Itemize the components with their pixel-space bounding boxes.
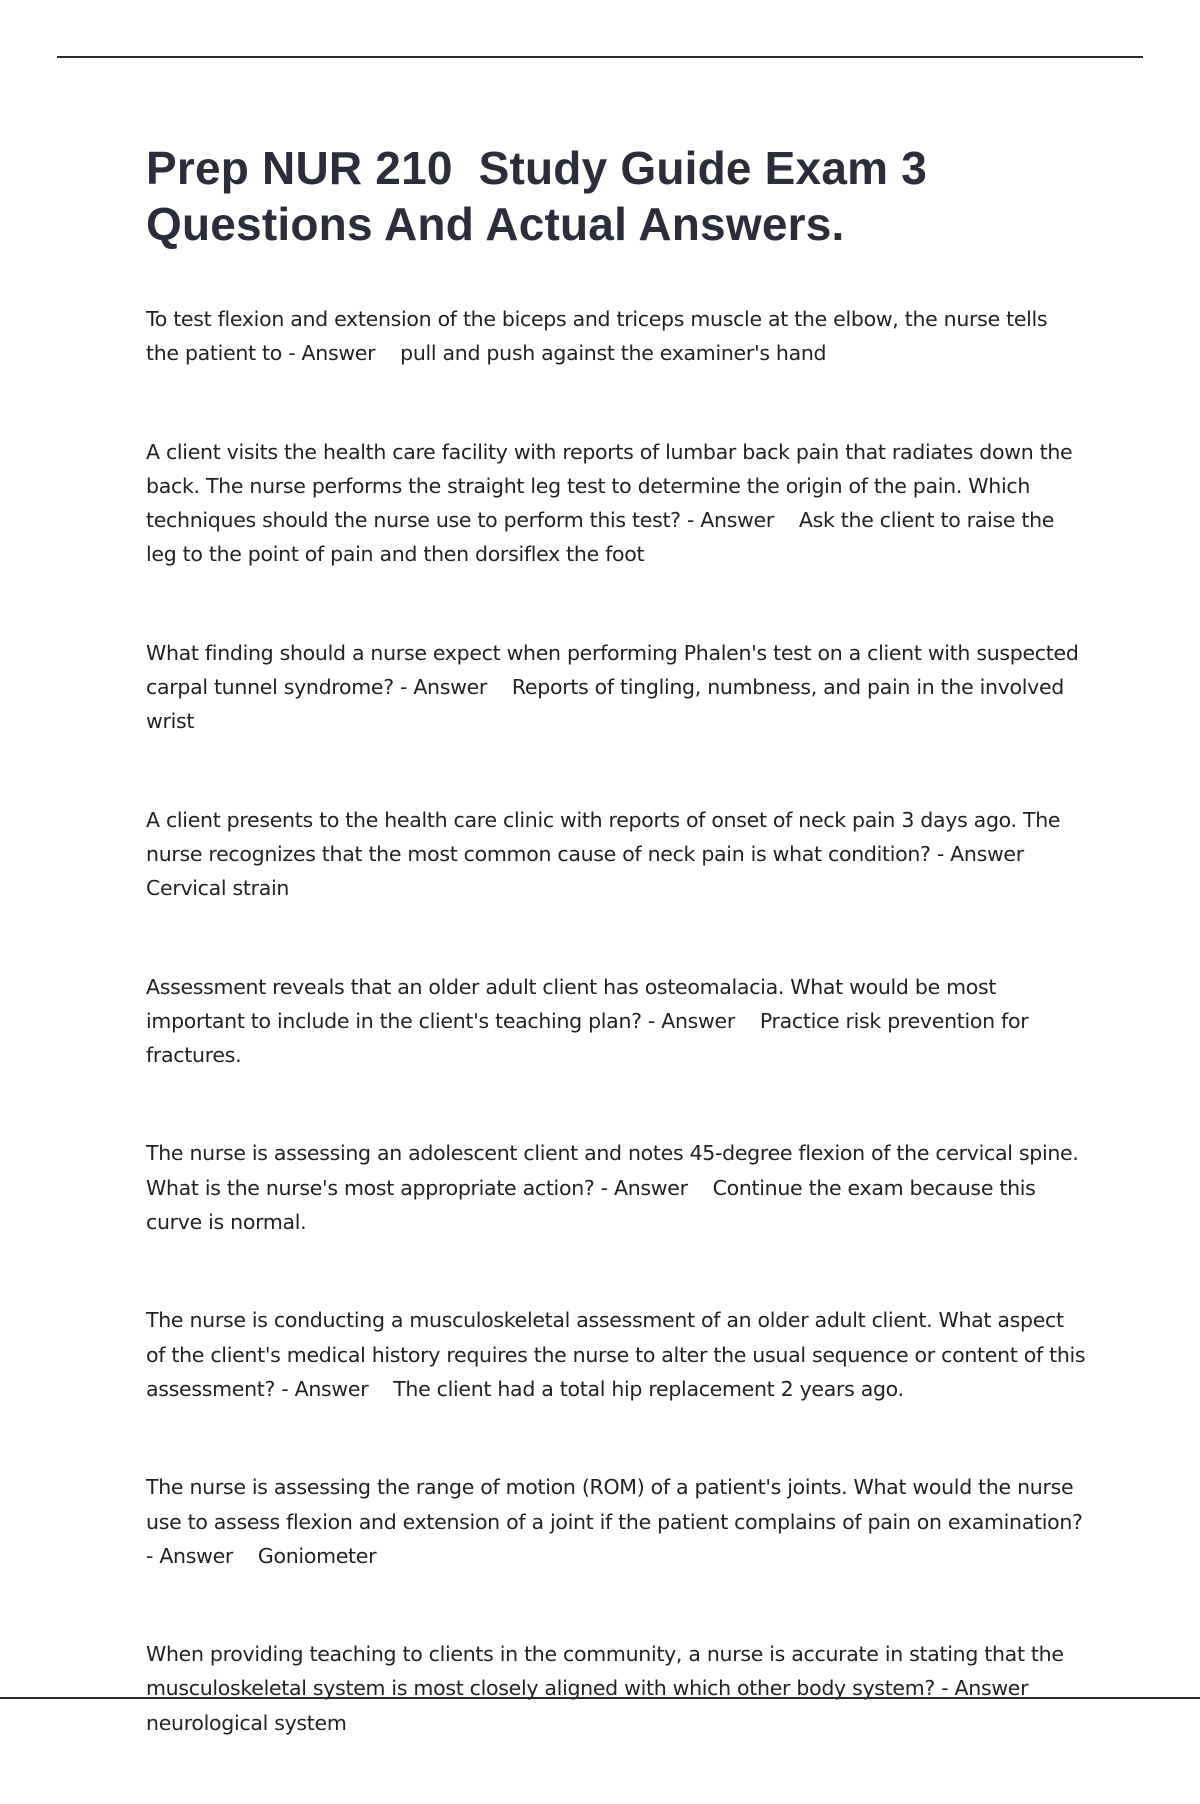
question-text: The nurse is assessing the range of motion (ROM) of a patient's joints. What would the nurse use to assess flexion and extension of a joint if the patient complains of pain on examination? - Answer bbox=[146, 1475, 1089, 1568]
question-text: The nurse is assessing an adolescent client and notes 45-degree flexion of the cervical spine. What is the nurse's most appropriate action? - Answer bbox=[146, 1141, 1085, 1200]
qa-item bbox=[146, 1303, 1092, 1406]
question-text: To test flexion and extension of the biceps and triceps muscle at the elbow, the nurse tells the patient to - Answer bbox=[146, 307, 1054, 366]
qa-item bbox=[146, 1637, 1086, 1740]
top-rule bbox=[57, 56, 1143, 58]
answer-text: Ask the client to raise the leg to the point of pain and then dorsiflex the foot bbox=[146, 508, 1061, 567]
answer-text: The client had a total hip replacement 2 years ago. bbox=[393, 1376, 904, 1401]
qa-item bbox=[146, 435, 1086, 572]
qa-item bbox=[146, 302, 1086, 371]
answer-text: pull and push against the examiner's hand bbox=[400, 341, 827, 366]
answer-text: Goniometer bbox=[257, 1543, 377, 1568]
qa-item bbox=[146, 1136, 1086, 1239]
answer-text: neurological system bbox=[146, 1710, 347, 1735]
qa-item bbox=[146, 803, 1086, 906]
qa-item bbox=[146, 636, 1086, 739]
qa-item bbox=[146, 970, 1086, 1073]
question-text: Assessment reveals that an older adult client has osteomalacia. What would be most important to include in the client's teaching plan? - Answer bbox=[146, 974, 1003, 1033]
document-title: Prep NUR 210 Study Guide Exam 3 Questions And Actual Answers. bbox=[146, 142, 940, 250]
answer-text: Practice risk prevention for fractures. bbox=[146, 1008, 1035, 1068]
question-text: The nurse is conducting a musculoskeletal assessment of an older adult client. What aspect of the client's medical history requires the nurse to alter the usual sequence or content of this assessment? - Answer bbox=[146, 1308, 1092, 1401]
question-text: A client presents to the health care clinic with reports of onset of neck pain 3 days ago. The nurse recognizes that the most common cause of neck pain is what condition? - Answer bbox=[146, 807, 1067, 866]
qa-item bbox=[146, 1470, 1089, 1573]
question-text: When providing teaching to clients in the community, a nurse is accurate in stating that the musculoskeletal system is most closely aligned with which other body system? - Answer bbox=[146, 1642, 1070, 1701]
question-text: A client visits the health care facility with reports of lumbar back pain that radiates down the back. The nurse performs the straight leg test to determine the origin of the pain. Which techniques should the nurse use to perform this test? - Answer bbox=[146, 439, 1079, 533]
answer-text: Cervical strain bbox=[146, 876, 290, 901]
document-body bbox=[146, 140, 1092, 1804]
answer-text: Continue the exam because this curve is normal. bbox=[146, 1175, 1042, 1235]
qa-list bbox=[146, 302, 1092, 1740]
question-text: What finding should a nurse expect when performing Phalen's test on a client with suspected carpal tunnel syndrome? - Answer bbox=[146, 640, 1085, 700]
bottom-rule bbox=[0, 1697, 1200, 1699]
answer-text: Reports of tingling, numbness, and pain in the involved wrist bbox=[146, 675, 1071, 734]
